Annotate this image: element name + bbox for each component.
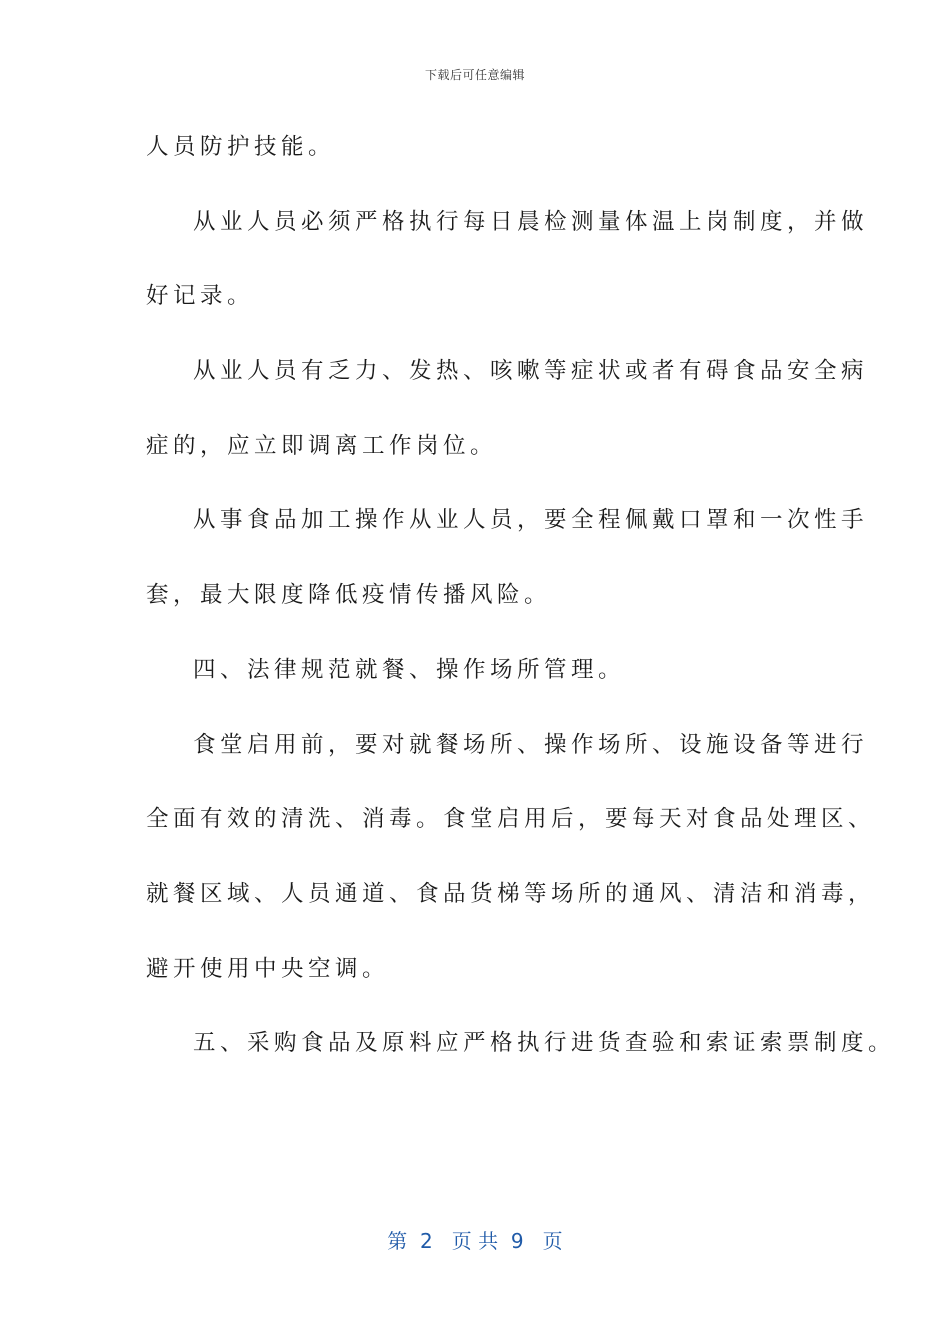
section-heading: 四、法律规范就餐、操作场所管理。	[193, 656, 626, 683]
paragraph-line: 症的，应立即调离工作岗位。	[146, 432, 498, 459]
document-body	[146, 124, 896, 1095]
section-heading: 五、采购食品及原料应严格执行进货查验和索证索票制度。	[193, 1030, 896, 1057]
paragraph-line: 从业人员有乏力、发热、咳嗽等症状或者有碍食品安全病	[193, 358, 869, 385]
page-number-footer: 第 2 页 共 9 页	[387, 1229, 563, 1253]
paragraph-line: 人员防护技能。	[146, 134, 336, 160]
paragraph-line: 食堂启用前，要对就餐场所、操作场所、设施设备等进行	[193, 731, 869, 758]
paragraph-line: 全面有效的清洗、消毒。食堂启用后，要每天对食品处理区、	[146, 806, 876, 833]
paragraph-line: 好记录。	[146, 283, 255, 310]
paragraph-line: 避开使用中央空调。	[146, 955, 390, 982]
page-header: 下载后可任意编辑	[424, 68, 525, 82]
paragraph-line: 从业人员必须严格执行每日晨检测量体温上岗制度，并做	[193, 208, 869, 235]
paragraph-line: 从事食品加工操作从业人员，要全程佩戴口罩和一次性手	[193, 507, 869, 534]
paragraph-line: 就餐区域、人员通道、食品货梯等场所的通风、清洁和消毒，	[146, 880, 876, 907]
paragraph-line: 套，最大限度降低疫情传播风险。	[146, 582, 552, 609]
